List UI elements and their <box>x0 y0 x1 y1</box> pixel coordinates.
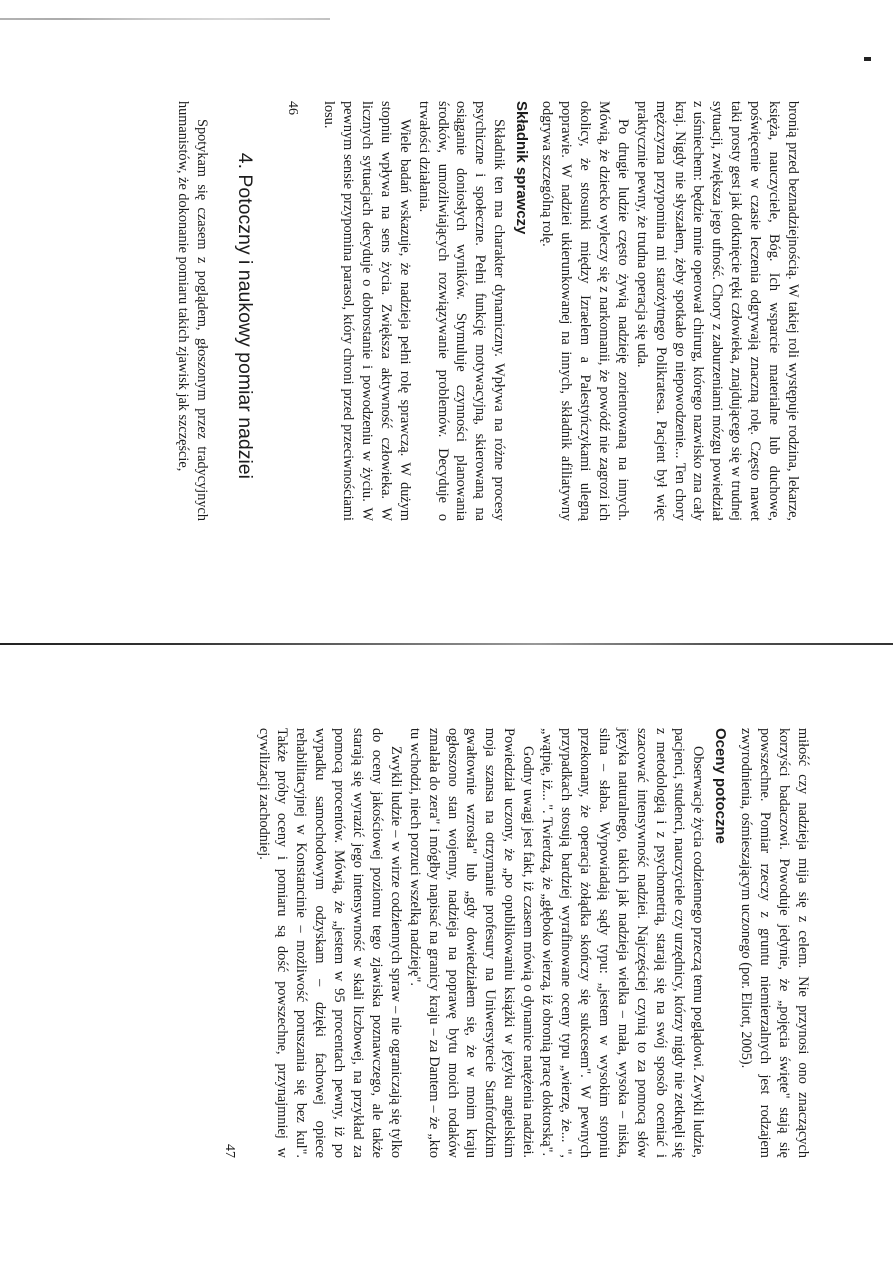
page-number-47: 47 <box>221 1144 237 1158</box>
scan-edge-top <box>0 18 330 20</box>
page-46-section-paragraph-2: Wiele badań wskazuje, że nadzieja pełni rolę sprawczą. W dużym stopniu wpływa na sens życia. Zwiększa aktywność człowieka. W licznych sytuacjach decyduje o dobrostanie i powodzeniu w życiu. W pewnym sensie przypomina parasol, który chroni przed przeciwnościami losu. <box>321 101 413 521</box>
page-fold-line <box>0 643 893 645</box>
page-47-paragraph-1: Obserwacje życia codziennego przeczą temu poglądowi. Zwykli ludzie, pacjenci, studenci, nauczyciele czy urzędnicy, którzy nigdy nie zetknęli się z metodologią i z psychometrią, starają się na swój sposób oceniać i szacować intensywność nadziei. Najczęściej czynią to za pomocą słów języka naturalnego, takich jak nadzieja wielka – mała, wysoka – niska, silna – słaba. Wypowiadają sądy typu: „jestem w wysokim stopniu przekonany, że operacja żołądka skończy się sukcesem". W pewnych przypadkach stosują bardziej wyrafinowane oceny typu „wierzę, że... ", „wątpię, iż... ". Twierdzą, że „głęboko wierzą, iż obronią pracę doktorską". <box>539 728 707 1158</box>
page-47 <box>112 728 812 1158</box>
page-46-second-paragraph: Po drugie ludzie często żywią nadzieję zorientowaną na innych. Mówią, że dziecko wyleczy się z narkomanii, że powódź nie zagrozi ich okolicy, że stosunki między Izraelem a Palestyńczykami ulegną poprawie. W nadziei ukierunkowanej na innych, składnik afiliatywny odgrywa szczególną rolę. <box>539 101 631 521</box>
section-heading-skladnik-sprawczy: Składnik sprawczy <box>513 101 531 235</box>
page-47-paragraph-2: Godny uwagi jest fakt, iż czasem mówią o dynamice natężenia nadziei. Powiedział uczony, że „po opublikowaniu książki w języku angielskim moja szansa na otrzymanie profesury na Uniwersytecie Stanfordzkim gwałtownie wzrosła" lub „gdy dowiedziałem się, że w moim kraju ogłoszono stan wojenny, nadzieja na poprawę bytu moich rodaków zmalała do zera" i mógłby napisać na granicy kraju – za Dantem – że „kto tu wchodzi, niech porzuci wszelką nadzieję". <box>406 728 537 1158</box>
section-heading-oceny-potoczne: Oceny potoczne <box>712 728 730 844</box>
page-46-section-paragraph-1: Składnik ten ma charakter dynamiczny. Wpływa na różne procesy psychiczne i społeczne. Pełni funkcję motywacyjną, skierowaną na osiąganie doniosłych wyników. Stymuluje czynności planowania środków, umożliwiających rozwiązywanie problemów. Decyduje o trwałości działania. <box>415 101 508 521</box>
page-46-intro-paragraph: bronią przed beznadziejnością. W takiej roli występuje rodzina, lekarze, księża, nauczyciele, Bóg. Ich wsparcie materialne lub duchowe, poświęcenie w czasie leczenia odgrywają znaczną rolę. Często nawet taki prosty gest jak dotknięcie ręki człowieka, znajdującego się w trudnej sytuacji, zwiększa jego ufność. Chory z zaburzeniami mózgu powiedział z uśmiechem: będzie mnie operował chirurg, którego nazwisko zna cały kraj. Nigdy nie słyszałem, żeby spotkało go niepowodzenie... Ten chory mężczyzna przypomina mi starożytnego Polikratesa. Pacjent był więc praktycznie pewny, że trudna operacja się uda. <box>633 101 801 521</box>
page-46-chapter-paragraph: Spotykam się czasem z poglądem, głoszonym przez tradycyjnych humanistów, że dokonanie pomiaru takich zjawisk jak szczęście, <box>175 101 211 521</box>
scan-mark <box>864 57 871 61</box>
page-47-paragraph-3: Zwykli ludzie – w wirze codziennych spraw – nie ograniczają się tylko do oceny jakościowej poziomu tego zjawiska poznawczego, ale także starają się wyrazić jego intensywność w skali liczbowej, na przykład za pomocą procentów. Mówią, że „jestem w 95 procentach pewny, iż po wypadku samochodowym odzyskam – dzięki fachowej opiece rehabilitacyjnej w Konstancinie – możliwość poruszania się bez kul". Także próby oceny i pomiaru są dość powszechne, przynajmniej w cywilizacji zachodniej. <box>255 728 404 1158</box>
page-number-46: 46 <box>285 101 301 115</box>
chapter-title: 4. Potoczny i naukowy pomiar nadziei <box>234 152 257 479</box>
page-47-intro-paragraph: miłość czy nadzieja mija się z celem. Nie przynosi ono znaczących korzyści badaczowi. Powoduje jedynie, że „pojęcia święte" stają się powszechne. Pomiar rzeczy z gruntu niemierzalnych jest rodzajem zwyrodnienia, ośmieszającym uczonego (por. Eliott, 2005). <box>738 728 811 1158</box>
page-46 <box>102 101 802 521</box>
